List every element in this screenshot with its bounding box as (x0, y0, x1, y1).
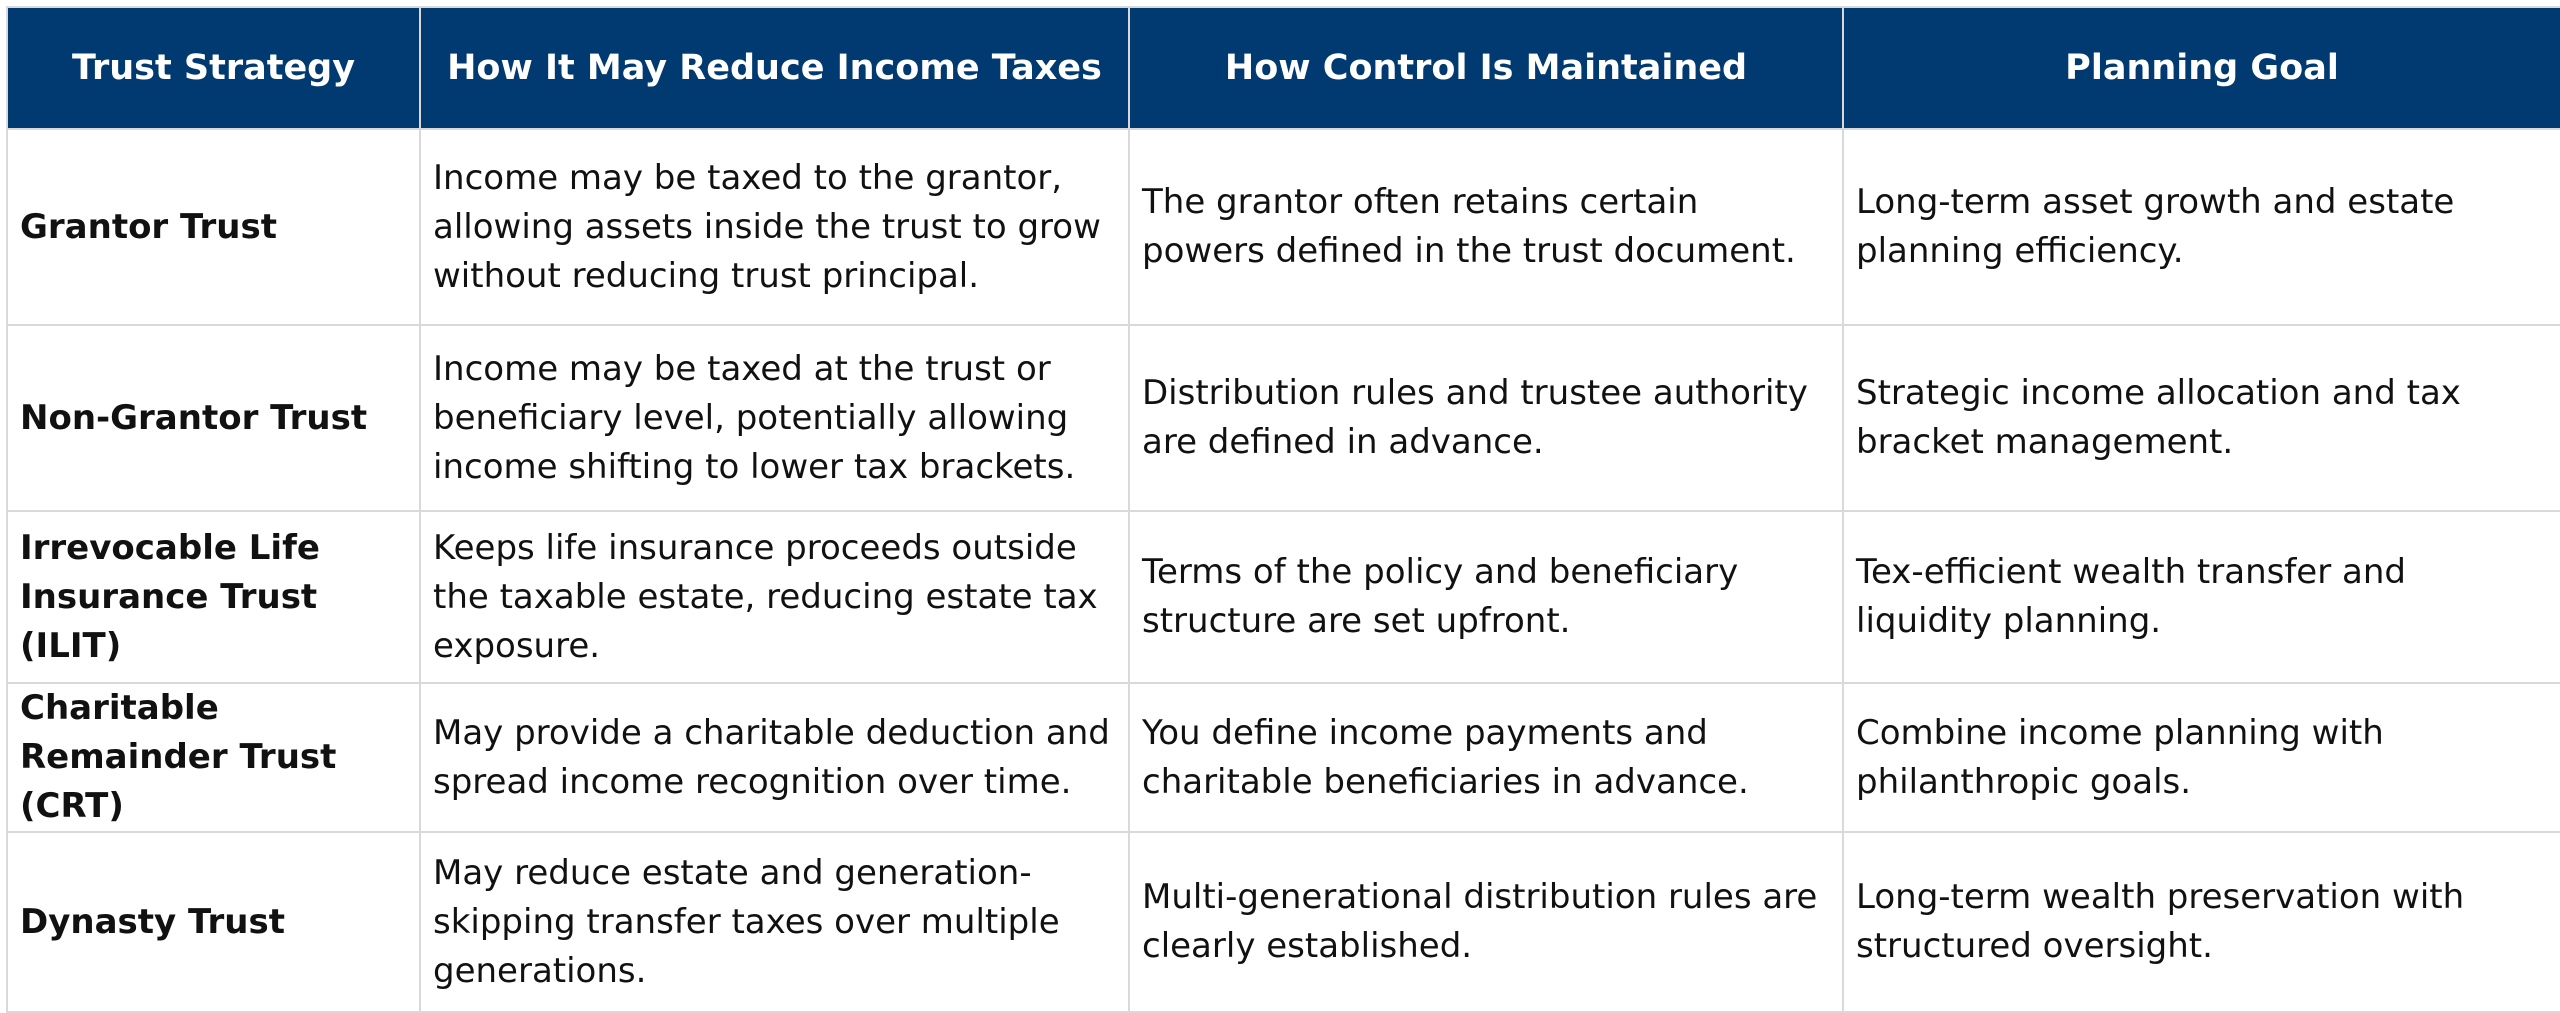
cell-strategy: Grantor Trust (7, 129, 420, 325)
table-body (7, 129, 2560, 1012)
cell-tax-reduction: Income may be taxed to the grantor, allowing assets inside the trust to grow without reducing trust principal. (420, 129, 1129, 325)
header-trust-strategy: Trust Strategy (7, 7, 420, 129)
table-header (7, 7, 2560, 129)
cell-control: Multi-generational distribution rules are clearly established. (1129, 832, 1843, 1012)
cell-tax-reduction: May provide a charitable deduction and spread income recognition over time. (420, 683, 1129, 832)
cell-tax-reduction: Income may be taxed at the trust or beneficiary level, potentially allowing income shifting to lower tax brackets. (420, 325, 1129, 511)
cell-strategy: Charitable Remainder Trust (CRT) (7, 683, 420, 832)
header-tax-reduction: How It May Reduce Income Taxes (420, 7, 1129, 129)
cell-control: Distribution rules and trustee authority are defined in advance. (1129, 325, 1843, 511)
trust-strategy-table (6, 6, 2560, 1013)
cell-goal: Combine income planning with philanthropic goals. (1843, 683, 2560, 832)
table-row (7, 325, 2560, 511)
cell-goal: Long-term wealth preservation with structured oversight. (1843, 832, 2560, 1012)
cell-goal: Strategic income allocation and tax bracket management. (1843, 325, 2560, 511)
cell-tax-reduction: Keeps life insurance proceeds outside the taxable estate, reducing estate tax exposure. (420, 511, 1129, 683)
table-row (7, 129, 2560, 325)
cell-control: The grantor often retains certain powers defined in the trust document. (1129, 129, 1843, 325)
cell-control: You define income payments and charitable beneficiaries in advance. (1129, 683, 1843, 832)
cell-strategy: Dynasty Trust (7, 832, 420, 1012)
cell-control: Terms of the policy and beneficiary structure are set upfront. (1129, 511, 1843, 683)
cell-strategy: Non-Grantor Trust (7, 325, 420, 511)
header-planning-goal: Planning Goal (1843, 7, 2560, 129)
table-row (7, 683, 2560, 832)
cell-goal: Long-term asset growth and estate planning efficiency. (1843, 129, 2560, 325)
cell-tax-reduction: May reduce estate and generation-skipping transfer taxes over multiple generations. (420, 832, 1129, 1012)
header-control: How Control Is Maintained (1129, 7, 1843, 129)
table-row (7, 511, 2560, 683)
cell-strategy: Irrevocable Life Insurance Trust (ILIT) (7, 511, 420, 683)
trust-strategy-table-container (6, 6, 2560, 991)
header-row (7, 7, 2560, 129)
cell-goal: Tex-efficient wealth transfer and liquidity planning. (1843, 511, 2560, 683)
table-row (7, 832, 2560, 1012)
